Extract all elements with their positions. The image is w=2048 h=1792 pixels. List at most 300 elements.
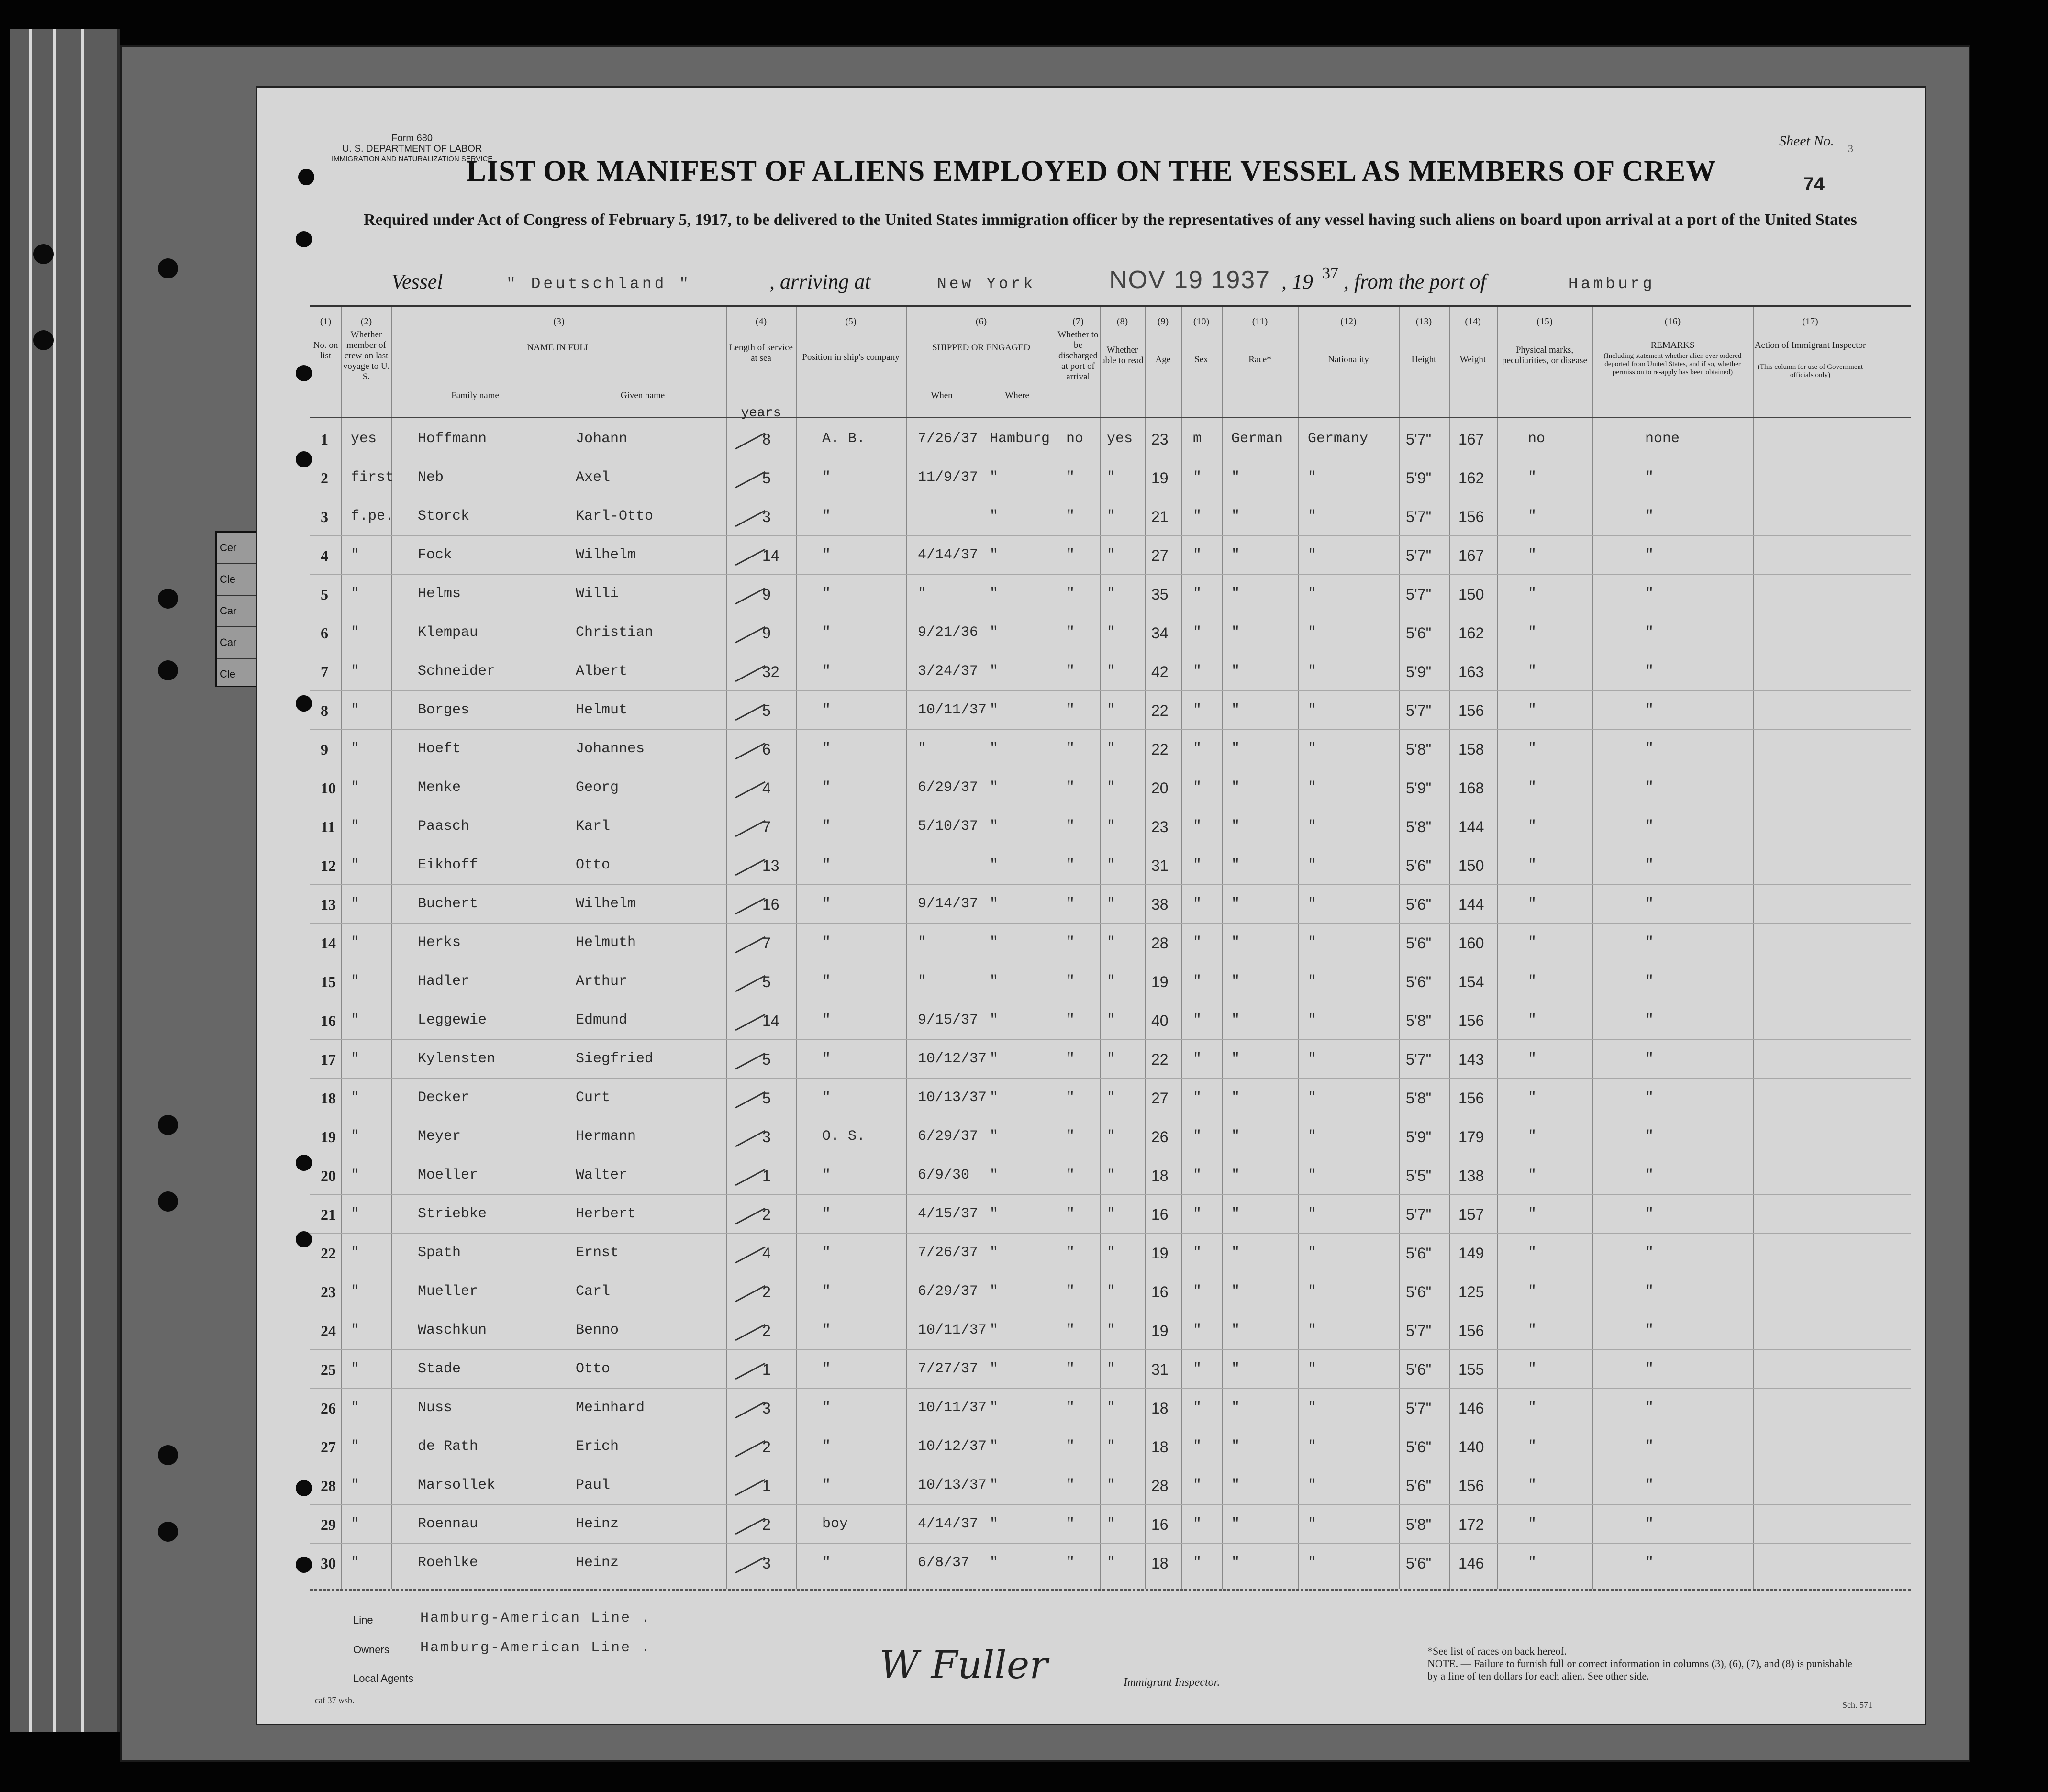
cell-sex: " <box>1193 1283 1202 1300</box>
table-row <box>310 923 1911 962</box>
col-number: (1) <box>320 316 332 327</box>
tally-slash <box>735 1363 765 1380</box>
cell-race: " <box>1231 1283 1240 1300</box>
cell-sex: " <box>1193 624 1202 641</box>
table-row <box>310 574 1911 613</box>
page-subtitle: Required under Act of Congress of February 5, 1917, to be delivered to the United States immigration officer by the representatives of any vessel having such aliens on board upon arrival at a port of the United States <box>364 211 1857 229</box>
col-number: (15) <box>1536 316 1553 327</box>
tally-slash <box>735 781 765 799</box>
cell-remarks: " <box>1645 663 1654 679</box>
cell-age: 18 <box>1151 1400 1169 1417</box>
cell-given: Carl <box>576 1283 611 1300</box>
cell-when: 9/14/37 <box>918 896 979 912</box>
tally-slash <box>735 743 765 760</box>
binder-hole <box>158 1191 178 1212</box>
cell-remarks: " <box>1645 1516 1654 1532</box>
departure-port: Hamburg <box>1569 275 1655 293</box>
cell-marks: " <box>1528 1090 1537 1106</box>
col-header-sex: Sex <box>1194 355 1208 365</box>
cell-remarks: " <box>1645 741 1654 757</box>
cell-height: 5'8" <box>1406 1090 1432 1107</box>
tally-slash <box>735 859 765 876</box>
cell-when: 6/9/30 <box>918 1167 970 1183</box>
cell-sex: " <box>1193 1167 1202 1183</box>
cell-service: 2 <box>762 1516 771 1533</box>
cell-given: Edmund <box>576 1012 628 1028</box>
cell-nationality: " <box>1308 1283 1317 1300</box>
cell-position: " <box>822 1555 831 1571</box>
cell-sex: " <box>1193 469 1202 486</box>
cell-race: " <box>1231 586 1240 602</box>
col-header-read: Whether able to read <box>1101 345 1144 366</box>
cell-discharged: " <box>1066 1051 1075 1067</box>
sheet-hole <box>296 695 312 712</box>
arrival-port: New York <box>937 275 1036 293</box>
cell-prev: yes <box>351 431 377 447</box>
cell-where: " <box>990 1400 999 1416</box>
table-row <box>310 1194 1911 1234</box>
cell-discharged: " <box>1066 1090 1075 1106</box>
cell-given: Otto <box>576 857 611 873</box>
cell-family: Helms <box>418 586 461 602</box>
cell-family: Marsollek <box>418 1477 496 1493</box>
cell-nationality: " <box>1308 586 1317 602</box>
cell-height: 5'6" <box>1406 973 1432 991</box>
cell-nationality: " <box>1308 1322 1317 1338</box>
cell-service: 5 <box>762 973 771 991</box>
cell-marks: " <box>1528 1477 1537 1493</box>
tally-slash <box>735 1014 765 1031</box>
cell-age: 16 <box>1151 1283 1169 1301</box>
cell-where: " <box>990 508 999 524</box>
cell-height: 5'7" <box>1406 547 1432 564</box>
cell-given: Helmuth <box>576 935 636 951</box>
cell-prev: first <box>351 469 394 486</box>
cell-service: 6 <box>762 741 771 758</box>
cell-sex: " <box>1193 586 1202 602</box>
cell-where: " <box>990 663 999 679</box>
table-row <box>310 1117 1911 1156</box>
cell-discharged: " <box>1066 1012 1075 1028</box>
cell-age: 20 <box>1151 779 1169 797</box>
cell-race: " <box>1231 663 1240 679</box>
cell-where: " <box>990 547 999 563</box>
cell-given: Christian <box>576 624 654 641</box>
cell-no: 8 <box>321 702 328 719</box>
sheet-hole <box>296 1480 312 1496</box>
tally-slash <box>735 1402 765 1419</box>
cell-nationality: " <box>1308 469 1317 486</box>
cell-read: " <box>1107 1012 1116 1028</box>
cell-nationality: " <box>1308 624 1317 641</box>
cell-where: " <box>990 1555 999 1571</box>
cell-height: 5'9" <box>1406 663 1432 680</box>
cell-sex: " <box>1193 1090 1202 1106</box>
cell-service: 2 <box>762 1322 771 1339</box>
cell-nationality: " <box>1308 857 1317 873</box>
cell-nationality: " <box>1308 1128 1317 1145</box>
page-title: LIST OR MANIFEST OF ALIENS EMPLOYED ON THE VESSEL AS MEMBERS OF CREW <box>466 155 1716 188</box>
cell-read: " <box>1107 741 1116 757</box>
print-mark: caf 37 wsb. <box>315 1695 355 1705</box>
cell-read: " <box>1107 1361 1116 1377</box>
table-row <box>310 1272 1911 1311</box>
col-header-remarks-note: (Including statement whether alien ever ordered deported from United States, and if so, whether permission to re-apply has been obtained) <box>1603 352 1742 376</box>
col-header-weight: Weight <box>1459 355 1486 365</box>
cell-weight: 154 <box>1458 973 1484 991</box>
cell-position: " <box>822 1322 831 1338</box>
tally-slash <box>735 588 765 605</box>
cell-race: " <box>1231 508 1240 524</box>
cell-when: 4/15/37 <box>918 1206 979 1222</box>
cell-sex: " <box>1193 1516 1202 1532</box>
col-header-shipped: SHIPPED OR ENGAGED <box>932 343 1030 353</box>
cell-height: 5'7" <box>1406 1051 1432 1068</box>
cell-when: 9/21/36 <box>918 624 979 641</box>
cell-race: " <box>1231 741 1240 757</box>
cell-nationality: " <box>1308 896 1317 912</box>
cell-when: 10/12/37 <box>918 1051 987 1067</box>
cell-where: " <box>990 1516 999 1532</box>
cell-discharged: " <box>1066 469 1075 486</box>
cell-when: 11/9/37 <box>918 469 979 486</box>
spine-edge <box>53 29 56 1732</box>
cell-weight: 167 <box>1458 431 1484 448</box>
col-header-physical-marks: Physical marks, peculiarities, or disease <box>1502 345 1587 366</box>
cell-where: " <box>990 1283 999 1300</box>
cell-read: " <box>1107 663 1116 679</box>
col-header-age: Age <box>1155 355 1171 365</box>
cell-no: 28 <box>321 1477 336 1494</box>
cell-prev: " <box>351 1051 360 1067</box>
cell-weight: 156 <box>1458 1477 1484 1494</box>
sheet-hole <box>296 365 312 381</box>
cell-service: 13 <box>762 857 779 874</box>
cell-race: " <box>1231 624 1240 641</box>
tally-slash <box>735 471 765 489</box>
cell-race: " <box>1231 1128 1240 1145</box>
cell-discharged: " <box>1066 586 1075 602</box>
cell-age: 28 <box>1151 1477 1169 1494</box>
cell-when: 7/26/37 <box>918 1245 979 1261</box>
table-row <box>310 962 1911 1001</box>
cell-remarks: " <box>1645 624 1654 641</box>
col-number: (3) <box>553 316 565 327</box>
cell-weight: 158 <box>1458 741 1484 758</box>
cell-marks: " <box>1528 586 1537 602</box>
table-row <box>310 768 1911 807</box>
cell-no: 23 <box>321 1283 336 1301</box>
sheet-hole <box>296 1155 312 1171</box>
cell-where: " <box>990 1245 999 1261</box>
cell-sex: " <box>1193 1322 1202 1338</box>
binder-hole <box>158 1522 178 1542</box>
cell-position: " <box>822 1283 831 1300</box>
cell-age: 22 <box>1151 702 1169 719</box>
cell-marks: " <box>1528 1167 1537 1183</box>
col-number: (17) <box>1802 316 1818 327</box>
cell-nationality: " <box>1308 508 1317 524</box>
cell-service: 3 <box>762 1128 771 1146</box>
cell-discharged: " <box>1066 663 1075 679</box>
cell-weight: 179 <box>1458 1128 1484 1146</box>
cell-position: " <box>822 624 831 641</box>
cell-no: 17 <box>321 1051 336 1068</box>
cell-height: 5'6" <box>1406 1245 1432 1262</box>
cell-read: " <box>1107 857 1116 873</box>
department-name: U. S. DEPARTMENT OF LABOR <box>342 144 482 154</box>
cell-given: Ernst <box>576 1245 619 1261</box>
cell-height: 5'8" <box>1406 818 1432 835</box>
cell-position: " <box>822 1012 831 1028</box>
cell-remarks: " <box>1645 1361 1654 1377</box>
cell-discharged: " <box>1066 1516 1075 1532</box>
cell-height: 5'6" <box>1406 624 1432 642</box>
cell-when: 7/27/37 <box>918 1361 979 1377</box>
cell-nationality: " <box>1308 1051 1317 1067</box>
cell-where: " <box>990 741 999 757</box>
tally-slash <box>735 1053 765 1070</box>
cell-race: " <box>1231 702 1240 718</box>
cell-position: boy <box>822 1516 848 1532</box>
cell-family: Schneider <box>418 663 496 679</box>
cell-given: Willi <box>576 586 619 602</box>
cell-position: " <box>822 857 831 873</box>
binder-hole <box>158 1445 178 1465</box>
cell-given: Johann <box>576 431 628 447</box>
col-header-position: Position in ship's company <box>802 352 900 362</box>
crew-table <box>310 305 1911 1591</box>
race-note: *See list of races on back hereof. <box>1427 1645 1567 1657</box>
cell-when: " <box>918 586 927 602</box>
cell-height: 5'6" <box>1406 1283 1432 1301</box>
cell-race: " <box>1231 1167 1240 1183</box>
cell-read: " <box>1107 1516 1116 1532</box>
cell-where: " <box>990 1206 999 1222</box>
cell-remarks: " <box>1645 1090 1654 1106</box>
col-number: (10) <box>1193 316 1210 327</box>
cell-marks: " <box>1528 1516 1537 1532</box>
table-row <box>310 613 1911 652</box>
cell-marks: " <box>1528 741 1537 757</box>
cell-sex: " <box>1193 741 1202 757</box>
cell-family: de Rath <box>418 1438 479 1455</box>
col-header-height: Height <box>1411 355 1436 365</box>
cell-prev: f.pe. <box>351 508 394 524</box>
cell-read: " <box>1107 1400 1116 1416</box>
col-number: (13) <box>1415 316 1432 327</box>
tally-slash <box>735 1557 765 1574</box>
cell-weight: 125 <box>1458 1283 1484 1301</box>
cell-remarks: " <box>1645 818 1654 835</box>
cell-discharged: " <box>1066 935 1075 951</box>
table-row <box>310 1233 1911 1272</box>
cell-family: Leggewie <box>418 1012 487 1028</box>
cell-family: Meyer <box>418 1128 461 1145</box>
cell-position: " <box>822 1361 831 1377</box>
cell-remarks: " <box>1645 935 1654 951</box>
cell-nationality: " <box>1308 935 1317 951</box>
cell-no: 1 <box>321 431 328 448</box>
cell-service: 3 <box>762 1555 771 1572</box>
cell-age: 23 <box>1151 818 1169 835</box>
cell-family: Mueller <box>418 1283 479 1300</box>
sheet-label: Sheet No. <box>1779 133 1834 149</box>
cell-service: 7 <box>762 818 771 835</box>
cell-sex: " <box>1193 818 1202 835</box>
manifest-sheet <box>256 86 1926 1725</box>
form-number: Form 680 <box>391 133 433 144</box>
cell-marks: " <box>1528 1438 1537 1455</box>
table-row <box>310 1039 1911 1079</box>
cell-weight: 156 <box>1458 1322 1484 1339</box>
cell-where: " <box>990 1477 999 1493</box>
cell-given: Meinhard <box>576 1400 645 1416</box>
cell-no: 27 <box>321 1438 336 1456</box>
table-row <box>310 807 1911 846</box>
cell-prev: " <box>351 1555 360 1571</box>
cell-remarks: " <box>1645 973 1654 990</box>
cell-discharged: " <box>1066 1438 1075 1455</box>
col-number: (5) <box>845 316 857 327</box>
cell-marks: " <box>1528 1206 1537 1222</box>
cell-marks: " <box>1528 1555 1537 1571</box>
cell-weight: 155 <box>1458 1361 1484 1378</box>
cell-given: Siegfried <box>576 1051 654 1067</box>
cell-given: Albert <box>576 663 628 679</box>
cell-position: " <box>822 1400 831 1416</box>
tab-label: Car <box>217 596 260 627</box>
table-row <box>310 1001 1911 1040</box>
cell-when: 6/29/37 <box>918 1283 979 1300</box>
cell-when: 9/15/37 <box>918 1012 979 1028</box>
cell-sex: " <box>1193 1051 1202 1067</box>
table-row <box>310 690 1911 730</box>
cell-race: " <box>1231 547 1240 563</box>
cell-nationality: " <box>1308 1400 1317 1416</box>
cell-position: " <box>822 469 831 486</box>
cell-position: " <box>822 1167 831 1183</box>
cell-family: Nuss <box>418 1400 453 1416</box>
cell-prev: " <box>351 1516 360 1532</box>
cell-read: " <box>1107 702 1116 718</box>
cell-age: 16 <box>1151 1206 1169 1223</box>
table-header <box>310 307 1911 421</box>
cell-sex: " <box>1193 663 1202 679</box>
col-header-nationality: Nationality <box>1328 355 1369 365</box>
tally-slash <box>735 936 765 954</box>
cell-marks: " <box>1528 624 1537 641</box>
cell-read: " <box>1107 1245 1116 1261</box>
cell-height: 5'6" <box>1406 1361 1432 1378</box>
col-header-remarks: REMARKS <box>1650 340 1695 350</box>
cell-height: 5'9" <box>1406 1128 1432 1146</box>
cell-when: 4/14/37 <box>918 547 979 563</box>
cell-sex: " <box>1193 779 1202 796</box>
cell-where: " <box>990 779 999 796</box>
cell-prev: " <box>351 857 360 873</box>
cell-given: Johannes <box>576 741 645 757</box>
table-row <box>310 652 1911 691</box>
cell-age: 28 <box>1151 935 1169 952</box>
cell-age: 38 <box>1151 896 1169 913</box>
cell-read: " <box>1107 547 1116 563</box>
cell-nationality: " <box>1308 1090 1317 1106</box>
cell-height: 5'7" <box>1406 431 1432 448</box>
cell-position: " <box>822 586 831 602</box>
cell-family: Stade <box>418 1361 461 1377</box>
cell-marks: no <box>1528 431 1546 447</box>
cell-weight: 146 <box>1458 1555 1484 1572</box>
cell-family: Paasch <box>418 818 470 835</box>
cell-prev: " <box>351 741 360 757</box>
cell-remarks: " <box>1645 1400 1654 1416</box>
cell-where: " <box>990 896 999 912</box>
cell-no: 5 <box>321 586 328 603</box>
cell-height: 5'7" <box>1406 508 1432 525</box>
vessel-label: Vessel <box>391 270 443 293</box>
tally-slash <box>735 1440 765 1458</box>
cell-marks: " <box>1528 1245 1537 1261</box>
cell-age: 26 <box>1151 1128 1169 1146</box>
cell-read: " <box>1107 779 1116 796</box>
cell-family: Borges <box>418 702 470 718</box>
sheet-hole <box>296 451 312 467</box>
cell-read: yes <box>1107 431 1133 447</box>
cell-age: 21 <box>1151 508 1169 525</box>
cell-sex: " <box>1193 1555 1202 1571</box>
cell-given: Karl <box>576 818 611 835</box>
table-row <box>310 1311 1911 1350</box>
cell-where: " <box>990 1051 999 1067</box>
cell-service: 7 <box>762 935 771 952</box>
cell-prev: " <box>351 1322 360 1338</box>
cell-position: " <box>822 1206 831 1222</box>
cell-marks: " <box>1528 1051 1537 1067</box>
table-row <box>310 1078 1911 1117</box>
cell-no: 26 <box>321 1400 336 1417</box>
cell-nationality: " <box>1308 1477 1317 1493</box>
cell-sex: " <box>1193 1245 1202 1261</box>
cell-given: Otto <box>576 1361 611 1377</box>
cell-family: Hoffmann <box>418 431 487 447</box>
col-number: (6) <box>975 316 987 327</box>
cell-read: " <box>1107 1090 1116 1106</box>
col-header-race: Race* <box>1248 355 1271 365</box>
cell-age: 16 <box>1151 1516 1169 1533</box>
from-label: , from the port of <box>1344 270 1486 293</box>
cell-height: 5'7" <box>1406 1322 1432 1339</box>
cell-race: " <box>1231 1438 1240 1455</box>
cell-given: Erich <box>576 1438 619 1455</box>
cell-nationality: " <box>1308 973 1317 990</box>
cell-no: 4 <box>321 547 328 564</box>
cell-remarks: " <box>1645 1477 1654 1493</box>
cell-marks: " <box>1528 973 1537 990</box>
cell-read: " <box>1107 1555 1116 1571</box>
cell-marks: " <box>1528 1400 1537 1416</box>
cell-race: " <box>1231 857 1240 873</box>
cell-when: 10/11/37 <box>918 1322 987 1338</box>
sheet-number: 3 <box>1848 143 1853 155</box>
cell-service: 1 <box>762 1361 771 1378</box>
cell-where: " <box>990 1128 999 1145</box>
cell-read: " <box>1107 1322 1116 1338</box>
tally-slash <box>735 1091 765 1109</box>
cell-remarks: " <box>1645 1051 1654 1067</box>
cell-height: 5'8" <box>1406 1012 1432 1029</box>
cell-family: Hoeft <box>418 741 461 757</box>
